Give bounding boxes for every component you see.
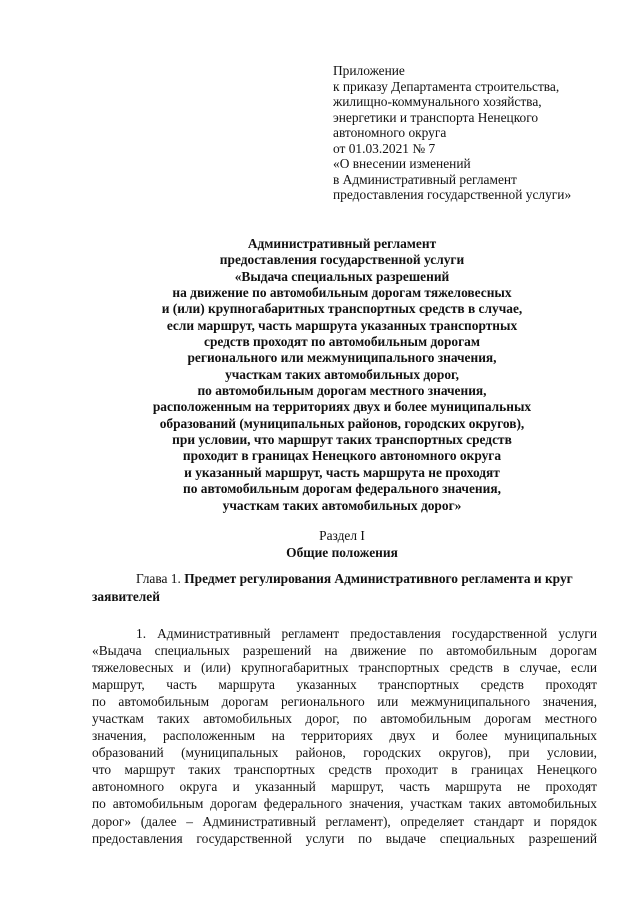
chapter-heading (92, 570, 604, 606)
chapter-title: Предмет регулирования Административного регламента и круг (184, 571, 573, 586)
paragraph-line: дорог» (далее – Административный регламент), определяет стандарт и порядок (92, 813, 597, 829)
title-line: средств проходят по автомобильным дорогам (204, 334, 480, 350)
title-line: регионального или межмуниципального значения, (187, 350, 497, 366)
paragraph-line: по автомобильным дорогам федерального значения, участкам таких автомобильных (92, 796, 597, 812)
appendix-line: к приказу Департамента строительства, (333, 78, 560, 94)
appendix-line: «О внесении изменений (333, 156, 471, 171)
paragraph-line: маршрут, часть маршрута указанных транспортных средств проходят (92, 677, 597, 693)
title-line: при условии, что маршрут таких транспортных средств (172, 432, 512, 448)
paragraph-line: участкам таких автомобильных дорог, по автомобильным дорогам местного (92, 711, 597, 727)
paragraph-line: автономного округа и указанный маршрут, часть маршрута не проходят (92, 779, 597, 795)
appendix-line: предоставления государственной услуги» (333, 187, 572, 202)
title-line: участкам таких автомобильных дорог, (225, 366, 459, 382)
paragraph-1 (92, 625, 597, 847)
section-label: Раздел I (319, 528, 365, 543)
appendix-line: энергетики и транспорта Ненецкого (333, 109, 539, 125)
chapter-label: Глава 1. (136, 571, 181, 586)
appendix-line: автономного округа (333, 125, 447, 140)
paragraph-line: что маршрут таких транспортных средств проходит в границах Ненецкого (92, 762, 597, 778)
paragraph-line: «Выдача специальных разрешений на движение по автомобильным дорогам (92, 643, 597, 659)
title-line: по автомобильным дорогам местного значения, (197, 383, 487, 399)
title-line: и (или) крупногабаритных транспортных средств в случае, (161, 301, 523, 317)
section-name: Общие положения (286, 544, 398, 560)
appendix-line: жилищно-коммунального хозяйства, (333, 94, 542, 109)
title-line: участкам таких автомобильных дорог» (222, 497, 462, 513)
paragraph-line: по автомобильным дорогам регионального или межмуниципального значения, (92, 694, 597, 710)
title-line: «Выдача специальных разрешений (234, 268, 450, 284)
paragraph-line: тяжеловесных и (или) крупногабаритных транспортных средств в случае, если (92, 660, 597, 676)
appendix-line: от 01.03.2021 № 7 (333, 140, 436, 156)
title-line: и указанный маршрут, часть маршрута не проходят (184, 464, 500, 480)
title-line: предоставления государственной услуги (219, 252, 465, 268)
regulation-title (80, 236, 604, 514)
appendix-block (333, 63, 633, 203)
paragraph-line: 1. Административный регламент предоставления государственной услуги (136, 626, 597, 641)
title-line: Административный регламент (247, 236, 437, 251)
paragraph-line: образований (муниципальных районов, городских округов), при условии, (92, 745, 597, 761)
section-heading (80, 528, 604, 561)
title-line: расположенным на территориях двух и более муниципальных (152, 399, 532, 415)
title-line: по автомобильным дорогам федерального значения, (183, 481, 501, 497)
appendix-line: в Административный регламент (333, 171, 517, 187)
appendix-line: Приложение (333, 63, 405, 78)
title-line: проходит в границах Ненецкого автономного округа (182, 448, 502, 464)
paragraph-line: предоставления государственной услуги по выдаче специальных разрешений (92, 830, 597, 846)
paragraph-line: значения, расположенным на территориях двух и более муниципальных (92, 728, 597, 744)
title-line: если маршрут, часть маршрута указанных транспортных (166, 317, 518, 333)
title-line: на движение по автомобильным дорогам тяжеловесных (172, 285, 512, 301)
chapter-title-continued: заявителей (92, 589, 160, 604)
title-line: образований (муниципальных районов, городских округов), (159, 415, 525, 431)
